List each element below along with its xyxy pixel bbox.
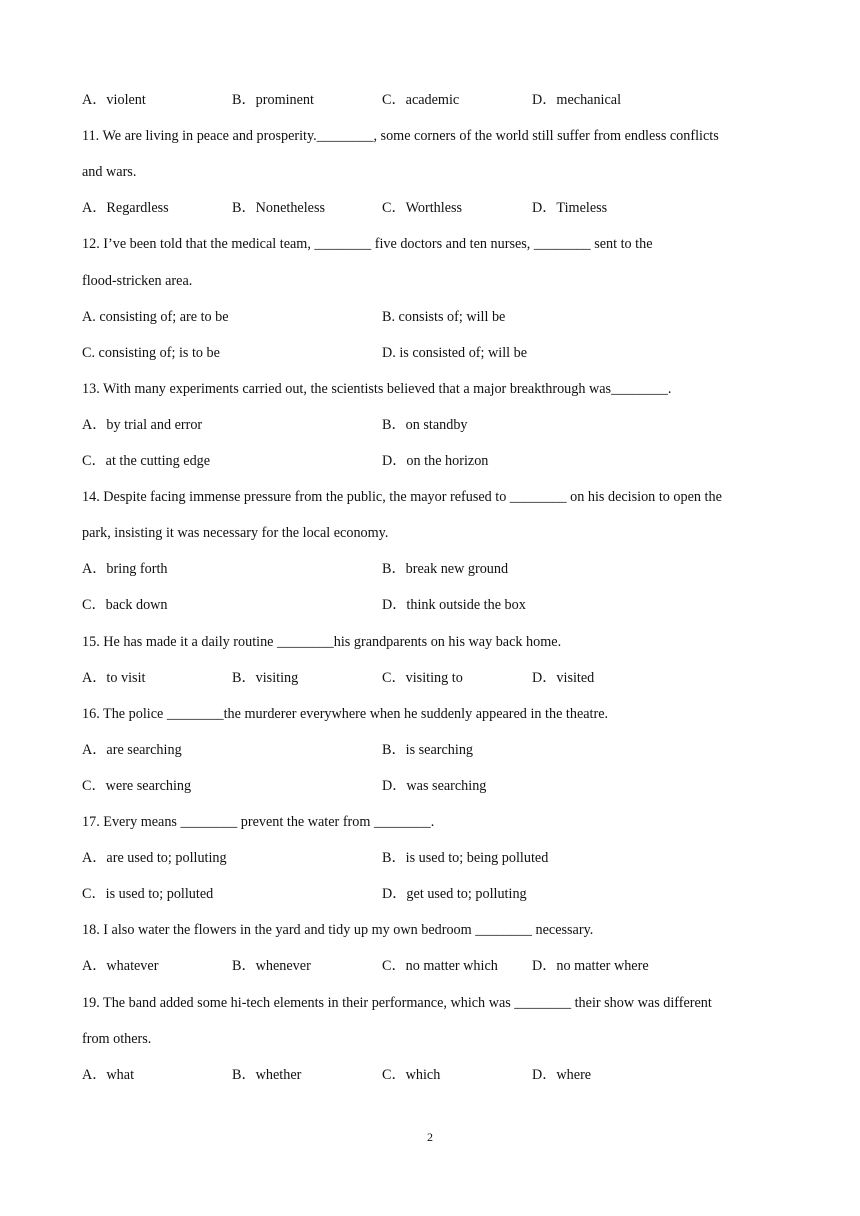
- answer-option: C．back down: [82, 597, 168, 614]
- answer-option: D．think outside the box: [382, 597, 526, 614]
- answer-option: C．visiting to: [382, 669, 463, 686]
- answer-option: A．to visit: [82, 669, 146, 686]
- answer-option: A．Regardless: [82, 200, 169, 217]
- answer-option: A．what: [82, 1066, 135, 1083]
- answer-option: B．on standby: [382, 416, 468, 433]
- answer-option: B. consists of; will be: [382, 308, 506, 325]
- answer-option: D．on the horizon: [382, 453, 489, 469]
- answer-option: B．is used to; being polluted: [382, 850, 549, 867]
- answer-option: D．mechanical: [532, 92, 622, 108]
- answer-option: A. consisting of; are to be: [82, 308, 229, 325]
- question-text: 19. The band added some hi-tech elements in their performance, which was ________ their show was different: [82, 994, 712, 1011]
- answer-option: A．violent: [82, 92, 146, 108]
- answer-option: B．Nonetheless: [232, 200, 325, 217]
- answer-option: B．prominent: [232, 92, 314, 108]
- answer-option: B．whether: [232, 1066, 302, 1083]
- answer-option: B．break new ground: [382, 561, 509, 578]
- answer-option: D．no matter where: [532, 958, 649, 975]
- question-text: 12. I’ve been told that the medical team, ________ five doctors and ten nurses, ________ sent to the: [82, 236, 653, 253]
- answer-option: A．are used to; polluting: [82, 850, 227, 867]
- answer-option: D．Timeless: [532, 200, 608, 217]
- question-text: 13. With many experiments carried out, the scientists believed that a major breakthrough was________.: [82, 380, 672, 397]
- answer-option: C．no matter which: [382, 958, 498, 975]
- answer-option: C．academic: [382, 92, 460, 108]
- question-text: from others.: [82, 1030, 152, 1047]
- answer-option: D．where: [532, 1066, 592, 1083]
- answer-option: C．at the cutting edge: [82, 453, 211, 469]
- question-text: 15. He has made it a daily routine ________his grandparents on his way back home.: [82, 633, 562, 650]
- answer-option: B．whenever: [232, 958, 311, 975]
- answer-option: A．by trial and error: [82, 416, 203, 433]
- answer-option: D．was searching: [382, 777, 487, 794]
- answer-option: A．bring forth: [82, 561, 168, 578]
- answer-option: D．get used to; polluting: [382, 886, 527, 903]
- answer-option: C．which: [382, 1066, 441, 1083]
- answer-option: B．is searching: [382, 741, 474, 758]
- question-text: 14. Despite facing immense pressure from the public, the mayor refused to ________ on his decision to open the: [82, 489, 722, 506]
- answer-option: C．were searching: [82, 777, 192, 794]
- answer-option: C. consisting of; is to be: [82, 344, 220, 361]
- answer-option: C．Worthless: [382, 200, 463, 217]
- question-text: 11. We are living in peace and prosperity.________, some corners of the world still suffer from endless conflicts: [82, 128, 719, 145]
- answer-option: C．is used to; polluted: [82, 886, 214, 903]
- answer-option: A．are searching: [82, 741, 182, 758]
- question-text: park, insisting it was necessary for the local economy.: [82, 525, 389, 542]
- question-text: and wars.: [82, 164, 137, 181]
- question-text: 16. The police ________the murderer everywhere when he suddenly appeared in the theatre.: [82, 705, 609, 722]
- answer-option: B．visiting: [232, 669, 299, 686]
- answer-option: A．whatever: [82, 958, 159, 975]
- question-text: 18. I also water the flowers in the yard and tidy up my own bedroom ________ necessary.: [82, 922, 594, 939]
- answer-option: D. is consisted of; will be: [382, 344, 528, 361]
- answer-option: D．visited: [532, 669, 595, 686]
- question-text: flood-stricken area.: [82, 272, 193, 289]
- page-number: 2: [427, 1130, 433, 1144]
- question-text: 17. Every means ________ prevent the water from ________.: [82, 814, 435, 830]
